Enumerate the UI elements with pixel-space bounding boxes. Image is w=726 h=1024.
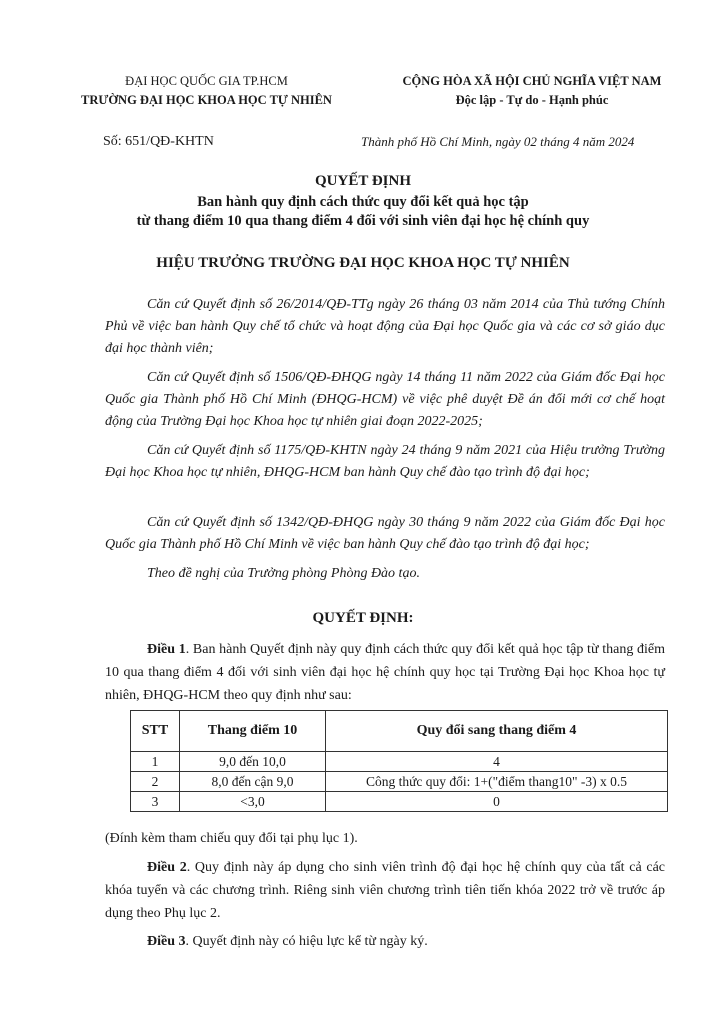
motto: Độc lập - Tự do - Hạnh phúc bbox=[455, 93, 609, 107]
national-motto-block bbox=[368, 72, 696, 110]
article-2-text: . Quy định này áp dụng cho sinh viên trình độ đại học hệ chính quy của tất cả các khóa tuyển và các chương trình. Riêng sinh viên chương trình tiên tiến khóa 2022 trở về trước áp dụng theo Phụ lục 2. bbox=[105, 860, 666, 921]
preamble-2-text: Căn cứ Quyết định số 1506/QĐ-ĐHQG ngày 14 tháng 11 năm 2022 của Giám đốc Đại học Quốc gia Thành phố Hồ Chí Minh (ĐHQG-HCM) về việc phê duyệt Đề án đổi mới cơ chế hoạt động của Trường Đại học Khoa học tự nhiên giai đoạn 2022-2025; bbox=[105, 370, 665, 429]
article-1-text: . Ban hành Quyết định này quy định cách thức quy đổi kết quả học tập từ thang điểm 10 qua thang điểm 4 đối với sinh viên đại học hệ chính quy học tại Trường Đại học Khoa học tự nhiên, ĐHQG-HCM theo quy định như sau: bbox=[105, 642, 666, 703]
table-row bbox=[131, 792, 668, 812]
preamble-4-text: Căn cứ Quyết định số 1342/QĐ-ĐHQG ngày 30 tháng 9 năm 2022 của Giám đốc Đại học Quốc gia Thành phố Hồ Chí Minh về việc ban hành Quy chế đào tạo trình độ đại học; bbox=[105, 515, 665, 552]
preamble-5 bbox=[105, 563, 665, 585]
preamble-3 bbox=[105, 440, 665, 484]
preamble-2 bbox=[105, 367, 665, 433]
grade-conversion-table bbox=[130, 710, 668, 812]
document-date: Thành phố Hồ Chí Minh, ngày 02 tháng 4 năm 2024 bbox=[361, 134, 635, 149]
table-cell: 1 bbox=[131, 752, 180, 772]
col-header-stt: STT bbox=[131, 711, 180, 752]
article-2-label: Điều 2 bbox=[147, 860, 187, 875]
article-3-text: . Quyết định này có hiệu lực kể từ ngày ký. bbox=[185, 934, 428, 949]
preamble-3-text: Căn cứ Quyết định số 1175/QĐ-KHTN ngày 24 tháng 9 năm 2021 của Hiệu trưởng Trường Đại học Khoa học tự nhiên, ĐHQG-HCM ban hành Quy chế đào tạo trình độ đại học; bbox=[105, 443, 665, 480]
col-header-scale4: Quy đổi sang thang điểm 4 bbox=[326, 711, 668, 752]
document-subtitle-line1: Ban hành quy định cách thức quy đổi kết quả học tập bbox=[197, 194, 529, 210]
table-cell: 4 bbox=[326, 752, 668, 772]
country-name: CỘNG HÒA XÃ HỘI CHỦ NGHĨA VIỆT NAM bbox=[402, 74, 662, 88]
issuer-title: HIỆU TRƯỞNG TRƯỜNG ĐẠI HỌC KHOA HỌC TỰ NHIÊN bbox=[156, 255, 570, 271]
agency-name: TRƯỜNG ĐẠI HỌC KHOA HỌC TỰ NHIÊN bbox=[81, 93, 332, 107]
article-3 bbox=[105, 930, 665, 953]
preamble-4 bbox=[105, 512, 665, 556]
document-title: QUYẾT ĐỊNH bbox=[315, 173, 411, 189]
table-cell: Công thức quy đổi: 1+("điểm thang10" -3) x 0.5 bbox=[326, 772, 668, 792]
document-number: Số: 651/QĐ-KHTN bbox=[103, 134, 214, 149]
issuing-agency-block bbox=[64, 72, 349, 110]
table-row bbox=[131, 772, 668, 792]
document-subtitle-line2: từ thang điểm 10 qua thang điểm 4 đối với sinh viên đại học hệ chính quy bbox=[136, 213, 590, 229]
preamble-1 bbox=[105, 294, 665, 360]
article-1-label: Điều 1 bbox=[147, 642, 186, 657]
table-cell: 3 bbox=[131, 792, 180, 812]
decision-heading: QUYẾT ĐỊNH: bbox=[312, 610, 414, 626]
table-header-row bbox=[131, 711, 668, 752]
parent-agency: ĐẠI HỌC QUỐC GIA TP.HCM bbox=[125, 74, 288, 88]
attachment-note: (Đính kèm tham chiếu quy đổi tại phụ lục 1). bbox=[105, 831, 358, 846]
article-3-label: Điều 3 bbox=[147, 934, 186, 949]
article-2 bbox=[105, 856, 665, 925]
preamble-1-text: Căn cứ Quyết định số 26/2014/QĐ-TTg ngày 26 tháng 03 năm 2014 của Thủ tướng Chính Phủ về việc ban hành Quy chế tổ chức và hoạt động của Đại học Quốc gia và các cơ sở giáo dục đại học thành viên; bbox=[105, 297, 665, 356]
table-cell: 9,0 đến 10,0 bbox=[180, 752, 326, 772]
table-cell: 0 bbox=[326, 792, 668, 812]
table-cell: 8,0 đến cận 9,0 bbox=[180, 772, 326, 792]
table-row bbox=[131, 752, 668, 772]
col-header-scale10: Thang điểm 10 bbox=[180, 711, 326, 752]
table-cell: 2 bbox=[131, 772, 180, 792]
preamble-5-text: Theo đề nghị của Trưởng phòng Phòng Đào tạo. bbox=[147, 566, 420, 581]
article-1 bbox=[105, 638, 665, 707]
table-cell: <3,0 bbox=[180, 792, 326, 812]
